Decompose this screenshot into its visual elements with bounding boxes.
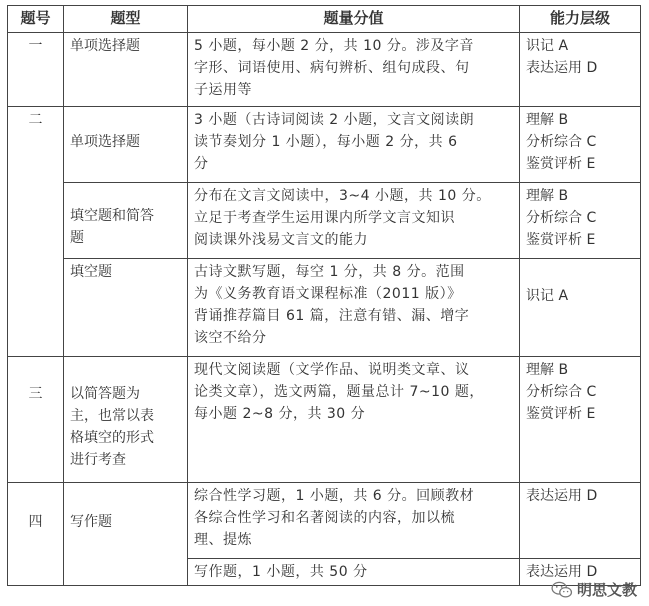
score-line: 读节奏划分 1 小题），每小题 2 分，共 6: [194, 134, 458, 150]
score-line: 现代文阅读题（文学作品、说明类文章、议: [194, 362, 470, 378]
table-row: [8, 357, 641, 483]
section-number: 四: [8, 483, 64, 586]
score-line: 分布在文言文阅读中，3~4 小题，共 10 分。: [194, 188, 491, 204]
ability-line: 识记 A: [526, 288, 569, 304]
score-line: 综合性学习题，1 小题，共 6 分。回顾教材: [194, 488, 475, 504]
ability-level: [520, 183, 641, 259]
ability-line: 理解 B: [526, 188, 569, 204]
table-row: [8, 33, 641, 107]
type-line: 单项选择题: [70, 134, 140, 150]
score-line: 字形、词语使用、病句辨析、组句成段、句: [194, 60, 470, 76]
score-line: 背诵推荐篇目 61 篇，注意有错、漏、增字: [194, 308, 470, 324]
table-row: [8, 483, 641, 559]
score-line: 各综合性学习和名著阅读的内容，加以梳: [194, 510, 455, 526]
ability-line: 表达运用 D: [526, 564, 598, 580]
score-line: 该空不给分: [194, 330, 267, 346]
question-type: [64, 33, 188, 107]
ability-line: 表达运用 D: [526, 488, 598, 504]
header-number: 题号: [8, 6, 64, 33]
score-description: [188, 107, 520, 183]
score-description: [188, 559, 520, 586]
watermark: [551, 579, 637, 600]
ability-level: [520, 259, 641, 357]
table-row: [8, 107, 641, 183]
score-line: 论类文章），选文两篇，题量总计 7~10 题，: [194, 384, 484, 400]
type-line: 题: [70, 230, 84, 246]
score-line: 写作题，1 小题，共 50 分: [194, 564, 368, 580]
type-line: 单项选择题: [70, 38, 140, 54]
type-line: 进行考查: [70, 452, 126, 468]
ability-level: [520, 483, 641, 559]
watermark-text: 明思文教: [576, 581, 637, 599]
ability-line: 分析综合 C: [526, 134, 597, 150]
header-ability: 能力层级: [520, 6, 641, 33]
question-type: [64, 357, 188, 483]
section-number: 三: [8, 357, 64, 483]
exam-structure-table: [7, 5, 641, 586]
header-row: [8, 6, 641, 33]
ability-line: 鉴赏评析 E: [526, 232, 596, 248]
type-line: 写作题: [70, 514, 112, 530]
score-description: [188, 183, 520, 259]
type-line: 填空题和简答: [70, 208, 154, 224]
question-type: [64, 259, 188, 357]
score-description: [188, 33, 520, 107]
score-description: [188, 357, 520, 483]
score-line: 立足于考查学生运用课内所学文言文知识: [194, 210, 455, 226]
ability-line: 分析综合 C: [526, 384, 597, 400]
question-type: [64, 483, 188, 586]
table-row: [8, 183, 641, 259]
score-description: [188, 259, 520, 357]
score-line: 每小题 2~8 分，共 30 分: [194, 406, 366, 422]
score-line: 古诗文默写题，每空 1 分，共 8 分。范围: [194, 264, 465, 280]
header-score: 题量分值: [188, 6, 520, 33]
score-line: 为《义务教育语文课程标准（2011 版）》: [194, 286, 462, 302]
ability-level: [520, 107, 641, 183]
ability-line: 理解 B: [526, 112, 569, 128]
score-description: [188, 483, 520, 559]
ability-line: 鉴赏评析 E: [526, 156, 596, 172]
ability-line: 理解 B: [526, 362, 569, 378]
ability-level: [520, 357, 641, 483]
ability-level: [520, 33, 641, 107]
type-line: 主，也常以表: [70, 408, 154, 424]
ability-line: 识记 A: [526, 38, 569, 54]
ability-line: 表达运用 D: [526, 60, 598, 76]
ability-line: 分析综合 C: [526, 210, 597, 226]
score-line: 阅读课外浅易文言文的能力: [194, 232, 368, 248]
score-line: 5 小题，每小题 2 分，共 10 分。涉及字音: [194, 38, 474, 54]
score-line: 理、提炼: [194, 532, 252, 548]
score-line: 分: [194, 156, 209, 172]
wechat-icon: [551, 581, 573, 599]
score-line: 3 小题（古诗词阅读 2 小题，文言文阅读朗: [194, 112, 475, 128]
section-number: 二: [8, 107, 64, 357]
type-line: 填空题: [70, 264, 112, 280]
score-line: 子运用等: [194, 82, 252, 98]
header-type: 题型: [64, 6, 188, 33]
section-number: 一: [8, 33, 64, 107]
type-line: 格填空的形式: [70, 430, 154, 446]
question-type: [64, 107, 188, 183]
table-row: [8, 259, 641, 357]
question-type: [64, 183, 188, 259]
type-line: 以简答题为: [70, 386, 140, 402]
ability-line: 鉴赏评析 E: [526, 406, 596, 422]
